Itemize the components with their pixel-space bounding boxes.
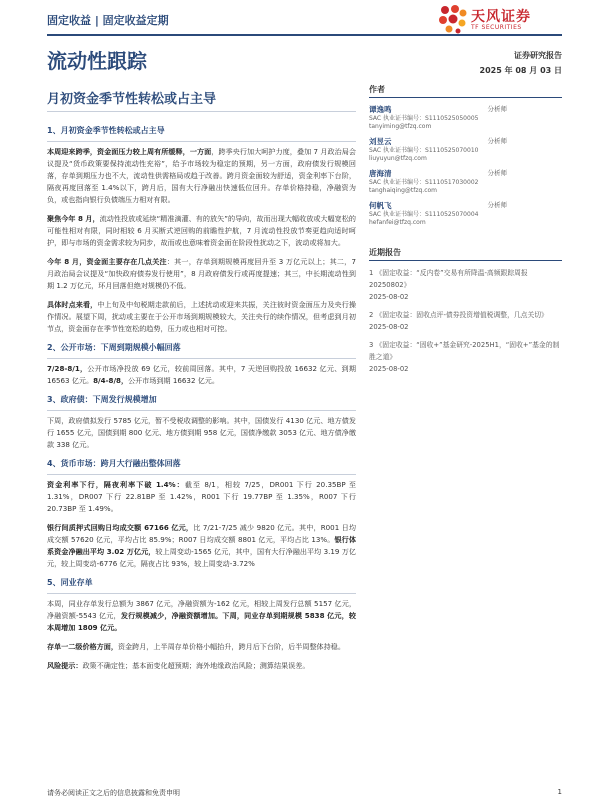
recent-report-item[interactable] — [369, 339, 562, 375]
bold-text: 具体时点来看， — [47, 300, 98, 309]
authors-heading: 作者 — [369, 84, 562, 98]
logo-text-en: TF SECURITIES — [471, 24, 522, 31]
bold-text: 存单一二级价格方面， — [47, 642, 118, 651]
author-email[interactable]: hefanfei@tfzq.com — [369, 219, 426, 226]
author-role: 分析师 — [487, 137, 507, 145]
bold-text: 聚焦今年 8 月， — [47, 214, 100, 223]
recent-report-date: 2025-08-02 — [369, 293, 409, 301]
body-text: 政策不确定性；基本面变化超预期；海外地缘政治风险；测算结果误差。 — [82, 661, 310, 670]
author-sac: SAC 执业证书编号：S1110525070004 — [369, 211, 479, 218]
body-text: 公开市场到期 16632 亿元。 — [128, 376, 219, 385]
body-text: 下周，政府债拟发行 5785 亿元，暂不受税收调整的影响。其中，国债发行 4130 亿元、地方债发行 1655 亿元，国债到期 800 亿元、地方债到期 958 亿元，国债净缴款 3053 亿元、地方债净缴款 338 亿元。 — [47, 416, 356, 449]
body-text: 资金跨月，上半周存单价格小幅抬升，跨月后下台阶，后半周整体持稳。 — [117, 642, 345, 651]
bold-text: 8/4-8/8， — [93, 376, 129, 385]
author-sac: SAC 执业证书编号：S1110525050005 — [369, 115, 479, 122]
paragraph — [47, 146, 356, 206]
author-entry — [369, 200, 562, 227]
author-sac: SAC 执业证书编号：S1110525070010 — [369, 147, 479, 154]
body-text: 截至 8/1，相较 7/25，DR001 下行 20.35BP 至 1.31%，DR007 下行 22.81BP 至 1.42%，R001 下行 19.77BP 至 1.35%，R007 下行 20.73BP 至 1.49%。 — [47, 480, 356, 513]
section-heading: 3、政府债：下周发行规模增加 — [47, 395, 157, 404]
report-type: 证券研究报告 — [514, 51, 562, 60]
author-name: 刘昱云 — [369, 137, 392, 146]
author-entry — [369, 104, 562, 131]
author-name: 何帆飞 — [369, 201, 392, 210]
body-text: 本周，同业存单发行总额为 3867 亿元，净融资额为-162 亿元，相较上周发行总额 5157 亿元，净融资额-5543 亿元， — [47, 599, 356, 620]
paragraph — [47, 641, 356, 653]
body-text: 流动性投放或延续“精准滴灌、有的放矢”的导向，故而出现大幅收放或大幅宽松的可能性相对有限，同时相较 6 月买断式逆回购的前瞻性护航，7 月流动性投放节奏更趋向适时呵护，即与市场的资金需求较为同步，故而或也意味着资金面在阶段性扰动之下，波动或将加大。 — [47, 214, 356, 247]
paragraph — [47, 213, 356, 249]
author-sac: SAC 执业证书编号：S1110517030002 — [369, 179, 479, 186]
section-divider — [47, 141, 356, 142]
main-content — [47, 122, 356, 679]
footer-disclaimer: 请务必阅读正文之后的信息披露和免责申明 — [47, 789, 180, 797]
body-text: ：其一，存单到期规模再度回升至 3 万亿元以上；其二，7 月政治局会议提及“加快政府债券发行使用”，8 月政府债发行或再度提速；其三，中长期流动性到期 1.2 万亿元，环月回落但绝对规模仍不低。 — [47, 257, 356, 290]
body-text: 中上旬及中旬税期走款前后，上述扰动或迎来共振，关注彼时资金面压力及央行操作情况。展望下周，扰动或主要在于公开市场到期规模较大，关注央行的续作情况，但考虑到月初节点，资金面存在季节性宽松的趋势，压力或也相对可控。 — [47, 300, 357, 333]
bold-text: 风险提示： — [47, 661, 83, 670]
page-number: 1 — [557, 788, 562, 796]
author-email[interactable]: tanyiming@tfzq.com — [369, 123, 432, 130]
author-role: 分析师 — [487, 105, 507, 113]
recent-report-date: 2025-08-02 — [369, 365, 409, 373]
section-heading: 5、同业存单 — [47, 578, 93, 587]
logo-mark-icon — [437, 4, 467, 34]
recent-report-title[interactable]: 2 《固定收益：固收点评-债券投资增值税调整，几点关切》 — [369, 311, 548, 319]
bold-text: 银行间质押式回购日均成交额 67166 亿元， — [47, 523, 194, 532]
body-text: 较上周变动-1565 亿元，其中，国有大行净融出平均 3.19 万亿元，较上周变动-6776 亿元，隔夜占比 93%，较上周变动-3.72% — [47, 547, 356, 568]
bold-text: 今年 8 月，资金面主要存在几点关注 — [47, 257, 167, 266]
page-title: 流动性跟踪 — [47, 49, 147, 73]
author-entry — [369, 168, 562, 195]
subtitle-divider — [47, 111, 356, 112]
recent-reports-list — [369, 267, 562, 375]
recent-report-title[interactable]: 1 《固定收益：“反内卷”交易有所降温-高频跟踪周报 20250802》 — [369, 269, 528, 289]
paragraph — [47, 522, 356, 570]
recent-report-item[interactable] — [369, 309, 562, 333]
paragraph — [47, 363, 356, 387]
paragraph — [47, 415, 356, 451]
sidebar — [369, 84, 562, 381]
section-divider — [47, 474, 356, 475]
section-divider — [47, 358, 356, 359]
author-email[interactable]: liuyuyun@tfzq.com — [369, 155, 427, 162]
body-text: 比 7/21-7/25 减少 9820 亿元。其中，R001 日均成交额 57620 亿元，平均占比 85.9%；R007 日均成交额 8801 亿元，平均占比 13%。 — [47, 523, 356, 544]
paragraph — [47, 256, 356, 292]
section-heading: 1、月初资金季节性转松或占主导 — [47, 126, 165, 135]
bold-text: 发行规模减少，净融资额增加。下周，同业存单到期规模 5838 亿元，较本周增加 1809 亿元。 — [47, 611, 356, 632]
author-role: 分析师 — [487, 201, 507, 209]
header-divider — [47, 34, 562, 36]
bold-text: 本周迎来跨季，资金面压力较上周有所缓释，一方面 — [47, 147, 212, 156]
bold-text: 资金利率下行，隔夜利率下破 1.4%： — [47, 480, 185, 489]
section-heading: 4、货币市场：跨月大行融出整体回落 — [47, 459, 181, 468]
report-date: 2025 年 08 月 03 日 — [479, 66, 562, 75]
paragraph — [47, 479, 356, 515]
body-text: ，跨季央行加大呵护力度，叠加 7 月政治局会议提及“货币政策要保持流动性充裕”，给予市场较为稳定的预期，另一方面，政府债发行规模回落，存单到期压力也不大，流动性供需格局或趋于改善。跨月资金面较为舒适，资金利率下台阶，隔夜再度回落至 1.4%以下，跨月后，国有大行净融出快速低位回升。存单价格持稳，净融资为负，或也指向银行负债端压力相对有限。 — [47, 147, 356, 204]
body-text: 公开市场净投放 69 亿元，较前周回落。其中，7 天逆回购投放 16632 亿元、到期 16563 亿元。 — [47, 364, 356, 385]
paragraph — [47, 598, 356, 634]
bold-text: 银行体系资金净融出平均 3.02 万亿元， — [47, 535, 356, 556]
paragraph — [47, 660, 356, 672]
recent-reports-heading: 近期报告 — [369, 247, 562, 261]
report-category: 固定收益 | 固定收益定期 — [47, 14, 169, 27]
author-list — [369, 104, 562, 227]
page-subtitle: 月初资金季节性转松或占主导 — [47, 92, 217, 107]
section-divider — [47, 410, 356, 411]
recent-report-item[interactable] — [369, 267, 562, 303]
section-divider — [47, 593, 356, 594]
bold-text: 7/28-8/1， — [47, 364, 88, 373]
paragraph — [47, 299, 356, 335]
logo-text-cn: 天风证券 — [471, 9, 531, 25]
author-name: 唐海清 — [369, 169, 392, 178]
author-email[interactable]: tanghaiqing@tfzq.com — [369, 187, 438, 194]
author-entry — [369, 136, 562, 163]
recent-report-date: 2025-08-02 — [369, 323, 409, 331]
section-heading: 2、公开市场：下周到期规模小幅回落 — [47, 343, 181, 352]
author-name: 谭逸鸣 — [369, 105, 392, 114]
company-logo — [437, 4, 562, 34]
author-role: 分析师 — [487, 169, 507, 177]
recent-report-title[interactable]: 3 《固定收益：“固收+”基金研究-2025H1，“固收+”基金的制胜之道》 — [369, 341, 560, 361]
